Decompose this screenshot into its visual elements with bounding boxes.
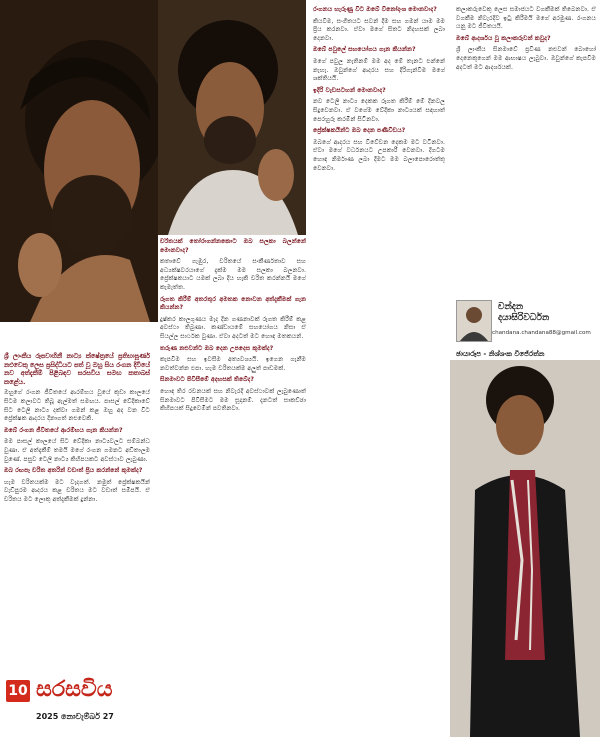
interview-answer: දුෂ්කර කාලගුණය මැද දින ගණනාවක් රූගත කිරීම් කළ අවස්ථා තිබුණා. කණ්ඩායමේ සහයෝගය නිසා ඒ සියල්ල සාර්ථක වුණා. ඒවා අදටත් මට හොඳ මතකයන්. bbox=[160, 315, 306, 340]
interview-question: රූගත කිරීම් අතරතුර අමතක නොවන අත්දැකීමක් ගැන කියන්න? bbox=[160, 295, 306, 312]
article-column-left bbox=[4, 352, 150, 670]
interview-answer: ඔබගේ ආදරය සහ විවේචන දෙකම මට වටිනවා. ඒවා මගේ වර්ධනයට උපකාරී වෙනවා. දිගටම හොඳ නිර්මාණ ලබා දීමට මම බලාපොරොත්තු වෙනවා. bbox=[313, 138, 445, 172]
magazine-logo: සරසවිය bbox=[36, 677, 113, 702]
photo-credit: ඡායාරූප - නිශ්ශංක විජේරත්න bbox=[456, 350, 545, 358]
author-name-line2: දයාසිරිවර්ධන bbox=[498, 313, 550, 323]
interview-answer: නව ටෙලි නාට්‍ය දෙකක රූගත කිරීම් මේ දිනවල සිදුවෙනවා. ඒ වගේම වේදිකා නාට්‍යයක් සඳහාත් පෙරහුරු කරමින් සිටිනවා. bbox=[313, 98, 445, 123]
article-column-middle bbox=[160, 238, 306, 733]
interview-question: ඔබේ රංගන ජීවිතයේ ආරම්භය ගැන කියන්න? bbox=[4, 426, 123, 434]
article-column-right-b bbox=[456, 6, 596, 254]
author-byline bbox=[456, 300, 596, 348]
interview-question: සිනමාවට පිවිසීමේ අදහසක් තිබේද? bbox=[160, 376, 254, 384]
author-avatar bbox=[456, 300, 492, 342]
interview-answer: කතාවේ ගැඹුර, චරිතයේ සංකීර්ණතාව සහ අධ්‍යක්ෂවරයාගේ දැක්ම මම සලකා බලනවා. ප්‍රේක්ෂකයාට යමක් ලබා දිය හැකි චරිත කරන්නයි මගේ කැමැත්ත. bbox=[160, 258, 306, 291]
page-number: 10 bbox=[6, 680, 30, 702]
author-name bbox=[498, 302, 549, 324]
interview-answer: කලාකරුවෙකු ලෙස සමාජයට වගකීමක් තිබෙනවා. ඒ වගකීම නිවැරදිව ඉටු කිරීමයි මගේ අරමුණ. රංගනය යනු මට ජීවිතයයි. bbox=[456, 6, 596, 31]
article-intro: ශ්‍රී ලාංකීය රූපවාහිනී නාට්‍ය ක්ෂේත්‍රයේ ප්‍රතිභාපූර්ණ නළුවෙකු ලෙස ප්‍රසිද්ධියට පත් වූ ඔහු සිය රංගන දිවියේ නව අත්දැකීම් පිළිබඳව සරසවිය සමඟ කතාබස් කළේය. bbox=[4, 352, 150, 386]
interview-question: ඉදිරි වැඩසටහන් මොනවාද? bbox=[313, 86, 386, 94]
interview-answer: කියවීම, සංගීතයට සවන් දීම සහ ගමන් යාම මම ප්‍රිය කරනවා. ඒවා මගේ සිතට නිදහසක් ලබා දෙනවා. bbox=[313, 17, 445, 42]
interview-answer: ශ්‍රී ලාංකීය සිනමාවේ ප්‍රවීණ නළුවන් බොහෝ දෙනෙකුගෙන් මම ආභාෂය ලැබුවා. ඔවුන්ගේ කැපවීම අදටත් මට ආදර්ශයක්. bbox=[456, 46, 596, 71]
issue-date: 2025 නොවැම්බර් 27 bbox=[36, 712, 114, 721]
interview-question: ඔබේ ආදර්ශය වූ කලාකරුවන් කවුද? bbox=[456, 34, 551, 42]
portrait-photo-right bbox=[450, 360, 600, 737]
interview-answer: මගේ පවුල නැතිනම් මම අද මේ තැනට එන්නේ නැහැ. ඔවුන්ගේ ආදරය සහ දිරිගැන්වීම මගේ ශක්තියයි. bbox=[313, 57, 445, 83]
portrait-photo-left bbox=[0, 0, 158, 322]
interview-answer: මම පාසල් කාලයේ සිට වේදිකා නාට්‍යවලට සම්බන්ධ වුණා. ඒ අත්දැකීම් තමයි මගේ රංගන ගමනට අඩිතාලම වුණේ. පසුව ටෙලි නාට්‍ය කිහිපයකට අවස්ථාව ලැබුණා. bbox=[4, 438, 150, 463]
interview-answer: කැපවීම සහ ඉවසීම අත්‍යවශ්‍යයි. ඉගෙන ගැනීම නවත්වන්න එපා. හැම චරිතයක්ම අලුත් පාඩමක්. bbox=[160, 356, 306, 372]
interview-question: ප්‍රේක්ෂකයින්ට ඔබ දෙන පණිවිඩය? bbox=[313, 127, 406, 135]
article-column-right-a bbox=[313, 6, 445, 706]
interview-question: චරිතයක් තෝරාගන්නකොට ඔබ සලකා බලන්නේ මොනවාද? bbox=[160, 238, 306, 254]
author-name-line1: චන්දන bbox=[498, 302, 524, 312]
interview-answer: හැම චරිතයක්ම මට වැදගත්. නමුත් ප්‍රේක්ෂකයින් වැඩිපුරම ආදරය කළ චරිතය මට වඩාත් සමීපයි. ඒ චරිතය මට ලොකු අත්දැකීමක් දුන්නා. bbox=[4, 478, 150, 503]
interview-question: තරුණ නළුවන්ට ඔබ දෙන උපදෙස කුමක්ද? bbox=[160, 344, 274, 352]
interview-question: රංගනය හැරුණු විට ඔබේ විනෝදාංශ මොනවාද? bbox=[313, 6, 437, 13]
author-email: chandana.chandana88@gmail.com bbox=[492, 330, 591, 336]
interview-question: ඔබ රඟපෑ චරිත අතරින් වඩාත් ප්‍රිය කරන්නේ කුමක්ද? bbox=[4, 467, 143, 475]
article-paragraph: ඔහුගේ රංගන ජීවිතයේ ආරම්භය වූයේ කුඩා කාලයේ සිටම කලාවට තිබූ ඇල්මත් සමඟය. පාසල් වේදිකාවේ සිට ටෙලි නාට්‍ය දක්වා ගමන් කළ ඔහු අද වන විට ප්‍රේක්ෂක ආදරය දිනාගත් නළුවෙකි. bbox=[4, 389, 150, 423]
interview-question: ඔබේ පවුලේ සහයෝගය ගැන කියන්න? bbox=[313, 46, 416, 54]
magazine-footer bbox=[2, 676, 152, 734]
portrait-photo-middle bbox=[158, 0, 306, 235]
interview-answer: හොඳ තිර රචනයක් සහ නිවැරදි අවස්ථාවක් ලැබුණොත් සිනමාවට පිවිසීමට මම සූදානම්. දැනටත් සාකච්ඡා කිහිපයක් සිදුවෙමින් පවතිනවා. bbox=[160, 387, 306, 413]
